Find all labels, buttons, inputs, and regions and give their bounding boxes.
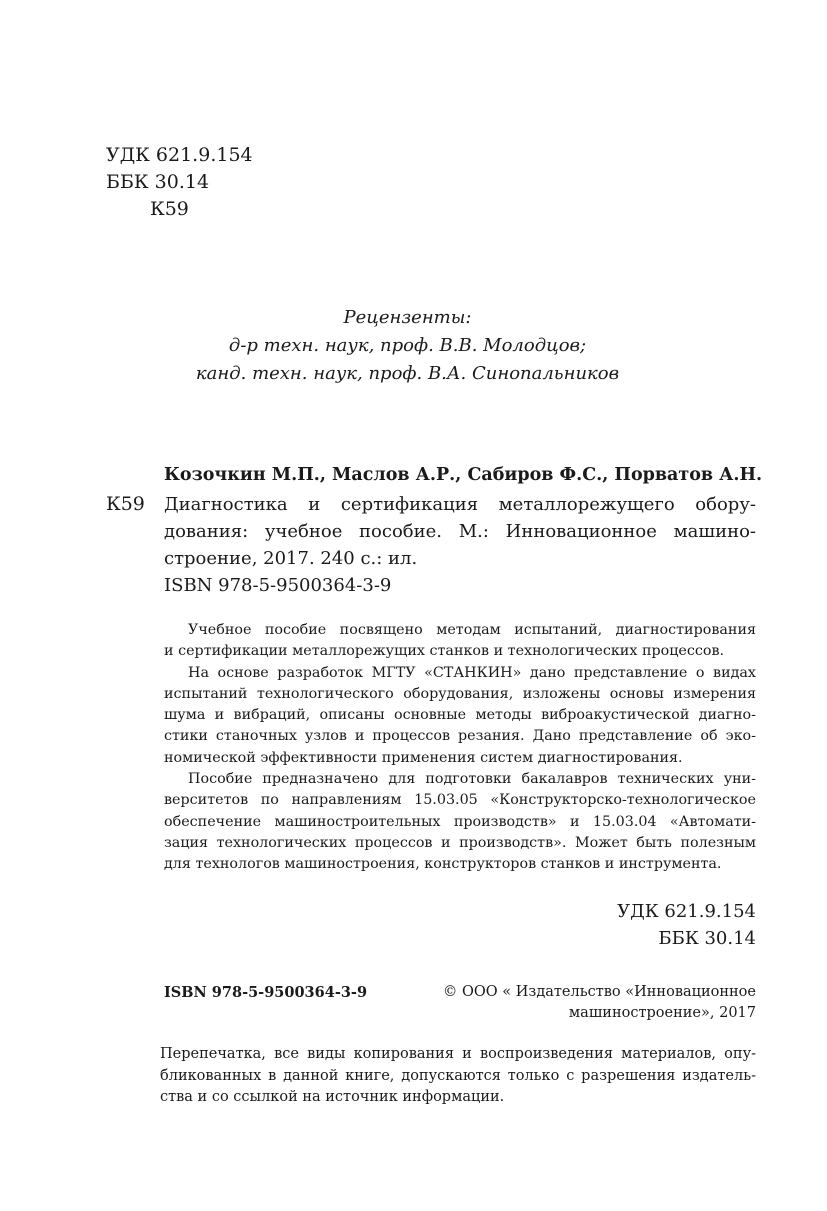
abstract-line: зация технологических процессов и производств». Может быть полезным [164,834,756,851]
footer-index-block [500,898,756,952]
abstract-line: обеспечение машиностроительных производств» и 15.03.04 «Автомати- [164,813,756,830]
bibliographic-isbn: ISBN 978-5-9500364-3-9 [164,575,392,596]
abstract-line: Учебное пособие посвящено методам испытаний, диагностирования [188,622,756,638]
footer-udk-code: УДК 621.9.154 [617,901,756,922]
abstract [164,620,756,876]
abstract-line: номической эффективности применения систем диагностирования. [164,749,683,766]
abstract-line: и сертификации металлорежущих станков и технологических процессов. [164,643,725,660]
author-mark: К59 [150,198,189,220]
reprint-notice [160,1044,756,1109]
reprint-line: бликованных в данной книге, допускаются только с разрешения издатель- [160,1067,756,1084]
footer-bbk-code: ББК 30.14 [658,928,756,949]
bibliographic-description [164,491,756,599]
reviewer-line: д-р техн. наук, проф. В.В. Молодцов; [228,335,587,356]
abstract-line: Пособие предназначено для подготовки бакалавров технических уни- [188,771,756,788]
abstract-line: шума и вибраций, описаны основные методы виброакустической диагно- [164,707,756,724]
copyright-line: © ООО « Издательство «Инновационное [442,984,756,1000]
bibliographic-line: Диагностика и сертификация металлорежущего обору- [164,494,756,515]
isbn: ISBN 978-5-9500364-3-9 [164,984,368,1001]
udk-code: УДК 621.9.154 [106,144,253,166]
reprint-line: Перепечатка, все виды копирования и воспроизведения материалов, опу- [160,1046,756,1062]
reprint-line: ства и со ссылкой на источник информации. [160,1089,505,1105]
abstract-line: для технологов машиностроения, конструкторов станков и инструмента. [164,856,722,873]
abstract-line: стики станочных узлов и процессов резания. Дано представление об эко- [164,728,756,745]
reviewers-block [180,304,635,388]
bibliographic-line: дования: учебное пособие. М.: Инновационное машино- [164,521,756,542]
abstract-line: На основе разработок МГТУ «СТАНКИН» дано представление о видах [188,664,756,681]
bibliographic-line: строение, 2017. 240 с.: ил. [164,548,418,569]
bibliographic-author-mark: К59 [106,493,145,515]
copyright-notice [420,982,756,1024]
reviewer-line: канд. техн. наук, проф. В.А. Синопальников [195,363,620,384]
copyright-line: машиностроение», 2017 [568,1005,756,1021]
abstract-line: верситетов по направлениям 15.03.05 «Конструкторско-технологическое [164,792,756,809]
bbk-code: ББК 30.14 [106,171,210,193]
authors-line: Козочкин М.П., Маслов А.Р., Сабиров Ф.С., Порватов А.Н. [164,465,763,485]
reviewers-title: Рецензенты: [343,307,472,328]
abstract-line: испытаний технологического оборудования, изложены основы измерения [164,685,756,702]
